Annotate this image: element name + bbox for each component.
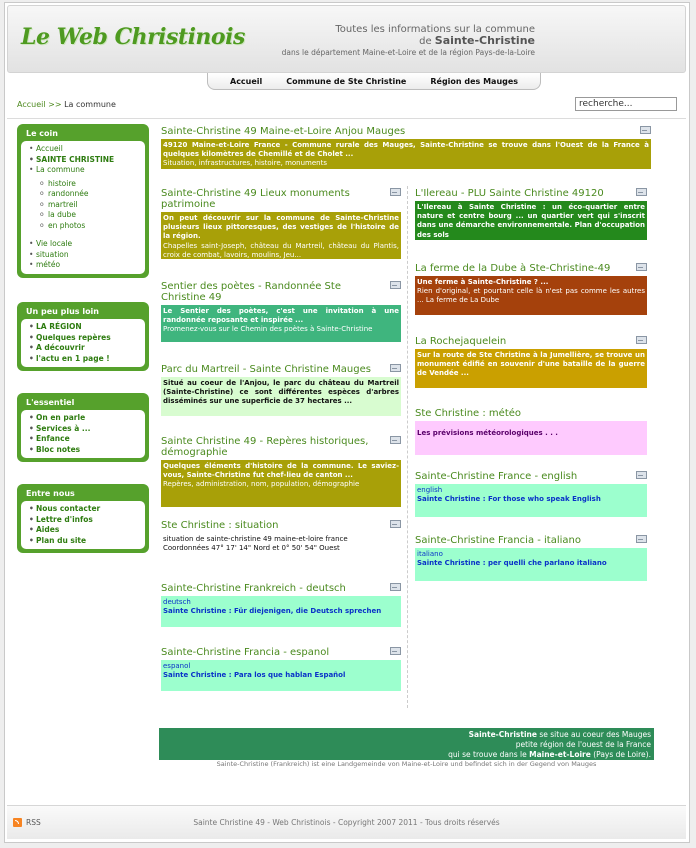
article-title[interactable]: L'Ilereau - PLU Sainte Christine 49120 xyxy=(415,188,604,199)
sidebar-link-lettre-infos[interactable]: • Lettre d'infos xyxy=(36,515,141,526)
rss-link[interactable]: RSS xyxy=(13,818,41,827)
article-summary[interactable]: On peut découvrir sur la commune de Sainte-Christine plusieurs lieux pittoresques, des vestiges de l'histoire de la région. Chapelles saint-Joseph, château du Martreil, château du Plantis, croix de combat, lavoirs, moulins, Jeu... xyxy=(163,214,399,259)
nav-accueil[interactable]: Accueil xyxy=(230,76,263,86)
article-title[interactable]: Parc du Martreil - Sainte Christine Mauges xyxy=(161,364,371,375)
article-parc-martreil xyxy=(161,364,401,416)
article-summary[interactable]: situation de sainte-christine 49 maine-et-loire france Coordonnées 47° 17' 14" Nord et 0° 50' 54" Ouest xyxy=(163,535,348,553)
sidebar-link-bloc-notes[interactable]: • Bloc notes xyxy=(36,445,141,456)
sidebar-box-title: Un peu plus loin xyxy=(26,307,99,316)
german-description: Sainte-Christine (Frankreich) ist eine Landgemeinde von Maine-et-Loire und befindet sich in der Gegend von Mauges xyxy=(216,760,597,768)
sidebar-link-nous-contacter[interactable]: • Nous contacter xyxy=(36,504,141,515)
email-icon[interactable] xyxy=(636,336,647,344)
article-title[interactable]: Sainte-Christine France - english xyxy=(415,471,578,482)
sidebar-box-title: Le coin xyxy=(26,129,58,138)
column-divider xyxy=(407,186,408,708)
article-title[interactable]: Sainte-Christine 49 Lieux monuments patrimoine xyxy=(161,188,350,210)
sidebar-box-essentiel xyxy=(17,393,149,462)
site-header xyxy=(7,5,686,73)
article-title[interactable]: Sentier des poètes - Randonnée Ste Christine 49 xyxy=(161,281,341,303)
sidebar-sublink-la-dube[interactable]: o la dube xyxy=(48,210,141,221)
sidebar-link-meteo[interactable]: • météo xyxy=(36,260,141,271)
email-icon[interactable] xyxy=(390,583,401,591)
article-ferme-dube xyxy=(415,263,647,315)
email-icon[interactable] xyxy=(390,436,401,444)
article-summary[interactable]: deutsch Sainte Christine : Für diejenigen, die Deutsch sprechen xyxy=(161,596,401,627)
email-icon[interactable] xyxy=(390,647,401,655)
sidebar-sublink-en-photos[interactable]: o en photos xyxy=(48,221,141,232)
sidebar-sublink-randonnee[interactable]: o randonnée xyxy=(48,189,141,200)
article-reperes-historiques xyxy=(161,436,401,507)
site-logo[interactable]: Le Web Christinois xyxy=(21,24,245,50)
article-summary[interactable]: 49120 Maine-et-Loire France - Commune rurale des Mauges, Sainte-Christine se trouve dans l'Ouest de la France à quelques kilomètres de Chemillé et de Cholet ... Situation, infrastructures, histoire, monuments xyxy=(163,141,649,168)
article-title[interactable]: Sainte-Christine 49 Maine-et-Loire Anjou Mauges xyxy=(161,126,406,137)
header-divider xyxy=(7,118,686,119)
article-summary[interactable]: espanol Sainte Christine : Para los que hablan Español xyxy=(161,660,401,691)
article-english xyxy=(415,471,647,517)
sidebar-sublink-histoire[interactable]: o histoire xyxy=(48,179,141,190)
site-footer xyxy=(7,805,686,839)
email-icon[interactable] xyxy=(390,364,401,372)
sidebar-box-un-peu-plus-loin xyxy=(17,302,149,371)
sidebar-link-a-decouvrir[interactable]: • A découvrir xyxy=(36,343,141,354)
sidebar-sublink-martreil[interactable]: o martreil xyxy=(48,200,141,211)
sidebar-link-enfance[interactable]: • Enfance xyxy=(36,434,141,445)
article-meteo xyxy=(415,408,647,455)
email-icon[interactable] xyxy=(636,535,647,543)
article-summary[interactable]: Les prévisions météorologiques . . . xyxy=(415,421,647,455)
email-icon[interactable] xyxy=(636,188,647,196)
article-summary[interactable]: Le Sentier des poètes, c'est une invitation à une randonnée reposante et inspirée ... Promenez-vous sur le Chemin des poètes à Sainte-Christine xyxy=(161,305,401,342)
article-ilereau xyxy=(415,188,647,240)
article-summary[interactable]: italiano Sainte Christine : per quelli che parlano italiano xyxy=(415,548,647,581)
breadcrumb-current: La commune xyxy=(64,100,116,109)
article-espanol xyxy=(161,647,401,691)
email-icon[interactable] xyxy=(390,520,401,528)
sidebar-box-le-coin xyxy=(17,124,149,278)
top-navigation xyxy=(207,73,541,90)
article-summary[interactable]: Quelques éléments d'histoire de la commune. Le saviez-vous, Sainte-Christine fut chef-lieu de canton ... Repères, administration, nom, population, démographie xyxy=(161,460,401,507)
email-icon[interactable] xyxy=(636,471,647,479)
article-anjou-mauges xyxy=(161,126,651,169)
article-summary[interactable]: Une ferme à Sainte-Christine ? ... Rien d'original, et pourtant celle là n'est pas comme les autres ... La ferme de La Dube xyxy=(415,276,647,315)
article-title[interactable]: Sainte-Christine Francia - italiano xyxy=(415,535,582,546)
sidebar-link-vie-locale[interactable]: • Vie locale xyxy=(36,239,141,250)
article-italiano xyxy=(415,535,647,581)
article-title[interactable]: Ste Christine : situation xyxy=(161,520,279,531)
copyright-text: Sainte Christine 49 - Web Christinois - Copyright 2007 2011 - Tous droits réservés xyxy=(193,818,500,827)
article-summary[interactable]: Situé au coeur de l'Anjou, le parc du château du Martreil (Sainte-Christine) ce sont différentes espèces d'arbres disséminés sur une superficie de 37 hectares ... xyxy=(161,377,401,416)
breadcrumb: Accueil >> La commune xyxy=(17,100,116,109)
nav-commune[interactable]: Commune de Ste Christine xyxy=(286,76,407,86)
article-summary[interactable]: english Sainte Christine : For those who speak English xyxy=(415,484,647,517)
article-title[interactable]: Ste Christine : météo xyxy=(415,408,522,419)
article-title[interactable]: La Rochejaquelein xyxy=(415,336,507,347)
breadcrumb-home[interactable]: Accueil xyxy=(17,100,46,109)
sidebar-link-la-region[interactable]: • LA RÉGION xyxy=(36,322,141,333)
article-title[interactable]: Sainte Christine 49 - Repères historiques, démographie xyxy=(161,436,369,458)
article-lieux-monuments xyxy=(161,188,401,259)
sidebar-link-accueil[interactable]: • Accueil xyxy=(36,144,141,155)
sidebar-link-sainte-christine[interactable]: • SAINTE CHRISTINE xyxy=(36,155,141,166)
sidebar-link-aides[interactable]: • Aides xyxy=(36,525,141,536)
article-title[interactable]: Sainte-Christine Francia - espanol xyxy=(161,647,330,658)
sidebar-link-plan-du-site[interactable]: • Plan du site xyxy=(36,536,141,547)
sidebar-link-la-commune[interactable]: • La commune xyxy=(36,165,141,176)
sidebar-link-actu[interactable]: • l'actu en 1 page ! xyxy=(36,354,141,365)
sidebar-link-quelques-reperes[interactable]: • Quelques repères xyxy=(36,333,141,344)
article-summary[interactable]: Sur la route de Ste Christine à la Jumellière, se trouve un monument édifié en souvenir d'une bataille de la guerre de Vendée ... xyxy=(415,349,647,388)
sidebar-box-entre-nous xyxy=(17,484,149,553)
article-title[interactable]: La ferme de la Dube à Ste-Christine-49 xyxy=(415,263,611,274)
email-icon[interactable] xyxy=(636,263,647,271)
article-deutsch xyxy=(161,583,401,627)
sidebar-box-title: L'essentiel xyxy=(26,398,75,407)
sidebar-box-title: Entre nous xyxy=(26,489,75,498)
search-input[interactable] xyxy=(575,97,677,111)
article-rochejaquelein xyxy=(415,336,647,388)
article-situation xyxy=(161,520,401,561)
email-icon[interactable] xyxy=(640,126,651,134)
region-summary-band: Sainte-Christine se situe au coeur des Mauges petite région de l'ouest de la France qui se trouve dans le Maine-et-Loire (Pays de Loire). xyxy=(159,728,654,760)
sidebar-link-services[interactable]: • Services à ... xyxy=(36,424,141,435)
sidebar-link-situation[interactable]: • situation xyxy=(36,250,141,261)
sidebar-link-on-en-parle[interactable]: • On en parle xyxy=(36,413,141,424)
nav-region[interactable]: Région des Mauges xyxy=(430,76,519,86)
article-title[interactable]: Sainte-Christine Frankreich - deutsch xyxy=(161,583,346,594)
article-summary[interactable]: L'Ilereau à Sainte Christine : un éco-quartier entre nature et centre bourg ... un quartier vert qui s'inscrit dans une démarche environnementale. Plan d'occupation des sols xyxy=(417,203,645,239)
site-tagline: Toutes les informations sur la commune de Sainte-Christine dans le département Maine-et-Loire et de la région Pays-de-la-Loire xyxy=(281,24,535,57)
article-sentier-poetes xyxy=(161,281,401,342)
email-icon[interactable] xyxy=(390,281,401,289)
email-icon[interactable] xyxy=(390,188,401,196)
